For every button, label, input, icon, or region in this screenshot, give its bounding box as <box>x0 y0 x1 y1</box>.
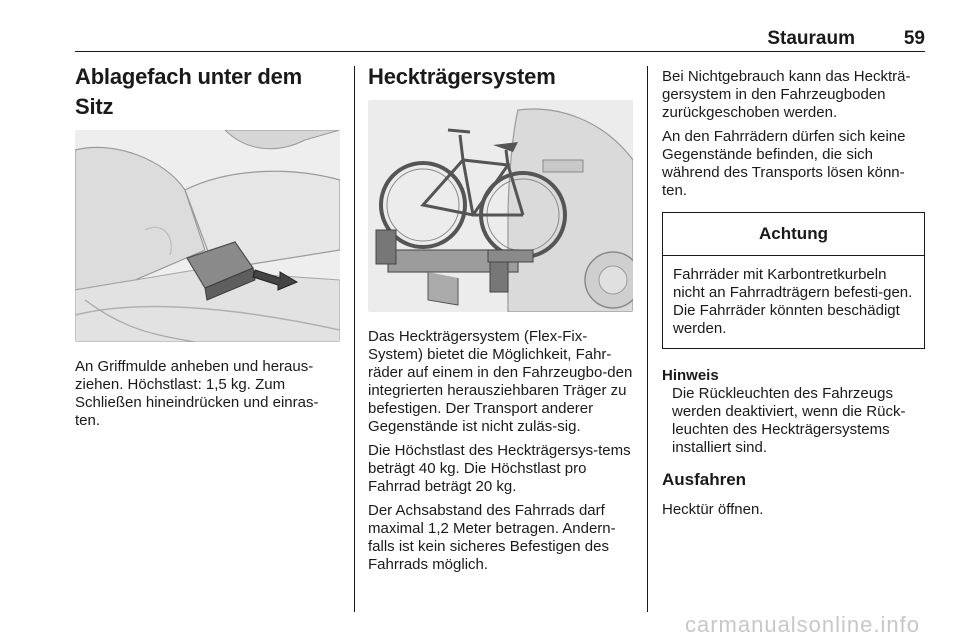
seat-drawer-caption: An Griffmulde anheben und heraus-ziehen. Höchstlast: 1,5 kg. Zum Schließen hineindrücken und einras-ten. <box>75 358 319 429</box>
section-heading: Ablagefach unter dem Sitz <box>75 64 303 119</box>
carrier-description: Das Heckträgersystem (Flex-Fix-System) bietet die Möglichkeit, Fahr-räder auf einem in den Fahrzeugbo-den integrierten herausziehbaren Träger zu befestigen. Der Transport anderer Gegenstände ist nicht zuläs-sig. <box>368 328 633 435</box>
carrier-max-load: Die Höchstlast des Heckträgersys-tems beträgt 40 kg. Die Höchstlast pro Fahrrad beträgt 20 kg. <box>368 442 631 495</box>
carrier-retract-text: Bei Nichtgebrauch kann das Heckträ-gersystem in den Fahrzeugboden zurückgeschoben werden. <box>662 68 911 121</box>
page-header <box>75 28 925 50</box>
column-carrier-usage <box>662 62 925 519</box>
bike-carrier-drawing <box>368 100 633 312</box>
column-seat-storage <box>75 62 340 430</box>
header-rule <box>75 51 925 52</box>
page-number: 59 <box>903 28 925 49</box>
open-tailgate-text: Hecktür öffnen. <box>662 501 764 518</box>
section-title: Stauraum <box>767 28 855 49</box>
warning-box <box>662 212 925 349</box>
note-title: Hinweis <box>662 367 719 384</box>
column-divider <box>647 66 648 612</box>
column-divider <box>354 66 355 612</box>
watermark: carmanualsonline.info <box>684 612 920 637</box>
subsection-heading: Ausfahren <box>662 470 747 489</box>
section-heading: Heckträgersystem <box>368 64 556 89</box>
bike-carrier-illustration <box>368 100 633 312</box>
carrier-wheelbase: Der Achsabstand des Fahrrads darf maximal 1,2 Meter betragen. Andern-falls ist kein sicheres Befestigen des Fahrrads möglich. <box>368 502 616 573</box>
seat-drawer-drawing <box>75 130 340 342</box>
carrier-loose-items-text: An den Fahrrädern dürfen sich keine Gegenstände befinden, die sich während des Transports lösen könn-ten. <box>662 128 906 199</box>
note-text: Die Rückleuchten des Fahrzeugs werden deaktiviert, wenn die Rück-leuchten des Heckträgersystems installiert sind. <box>672 385 906 456</box>
warning-text: Fahrräder mit Karbontretkurbeln nicht an Fahrradträgern befesti-gen. Die Fahrräder könnten beschädigt werden. <box>673 266 913 337</box>
seat-drawer-illustration <box>75 130 340 342</box>
warning-title: Achtung <box>663 213 924 256</box>
column-rear-carrier <box>368 62 633 574</box>
note-block <box>662 367 925 457</box>
